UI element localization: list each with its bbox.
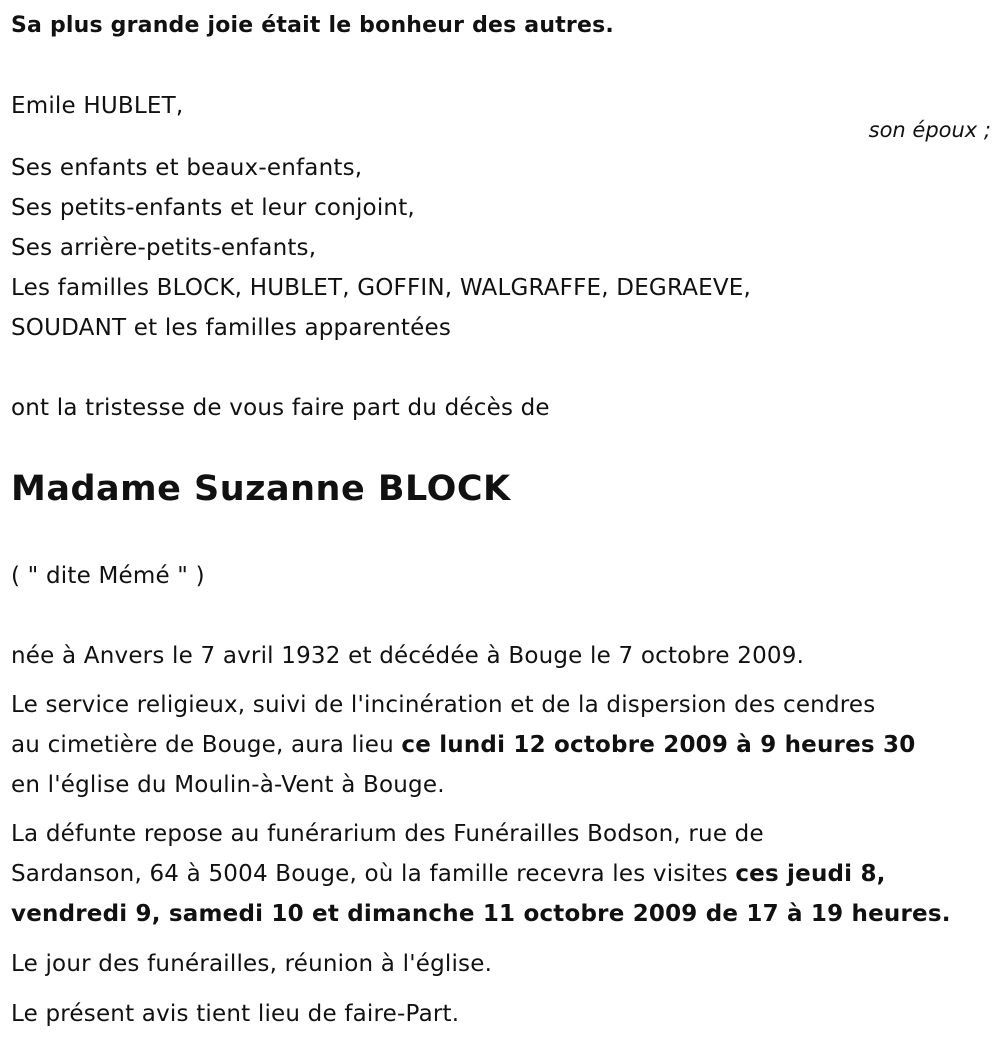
birth-death-dates: née à Anvers le 7 avril 1932 et décédée à Bouge le 7 octobre 2009. (11, 643, 805, 669)
family-line: Les familles BLOCK, HUBLET, GOFFIN, WALGRAFFE, DEGRAEVE, (11, 275, 752, 301)
service-line (11, 725, 915, 765)
spouse-role: son époux ; (868, 118, 991, 142)
service-text: au cimetière de Bouge, aura lieu (11, 732, 402, 758)
visitation-line (11, 854, 886, 894)
service-line: Le service religieux, suivi de l'incinération et de la dispersion des cendres (11, 692, 876, 718)
meeting-note: Le jour des funérailles, réunion à l'église. (11, 951, 493, 977)
spouse-name: Emile HUBLET, (11, 93, 184, 119)
visitation-line: La défunte repose au funérarium des Funérailles Bodson, rue de (11, 821, 764, 847)
epigraph: Sa plus grande joie était le bonheur des autres. (11, 13, 614, 38)
service-datetime: ce lundi 12 octobre 2009 à 9 heures 30 (401, 732, 916, 758)
family-line: SOUDANT et les familles apparentées (11, 315, 452, 341)
service-location: en l'église du Moulin-à-Vent à Bouge. (11, 772, 445, 798)
family-line: Ses enfants et beaux-enfants, (11, 155, 363, 181)
family-line: Ses petits-enfants et leur conjoint, (11, 195, 415, 221)
visitation-dates: ces jeudi 8, (735, 861, 886, 887)
deceased-nickname: ( " dite Mémé " ) (11, 563, 205, 589)
announcement: ont la tristesse de vous faire part du décès de (11, 395, 550, 421)
visitation-schedule: vendredi 9, samedi 10 et dimanche 11 octobre 2009 de 17 à 19 heures. (11, 901, 951, 927)
visitation-text: Sardanson, 64 à 5004 Bouge, où la famille recevra les visites (11, 861, 736, 887)
deceased-name: Madame Suzanne BLOCK (11, 469, 511, 509)
closing-note: Le présent avis tient lieu de faire-Part. (11, 1001, 460, 1027)
family-line: Ses arrière-petits-enfants, (11, 235, 317, 261)
